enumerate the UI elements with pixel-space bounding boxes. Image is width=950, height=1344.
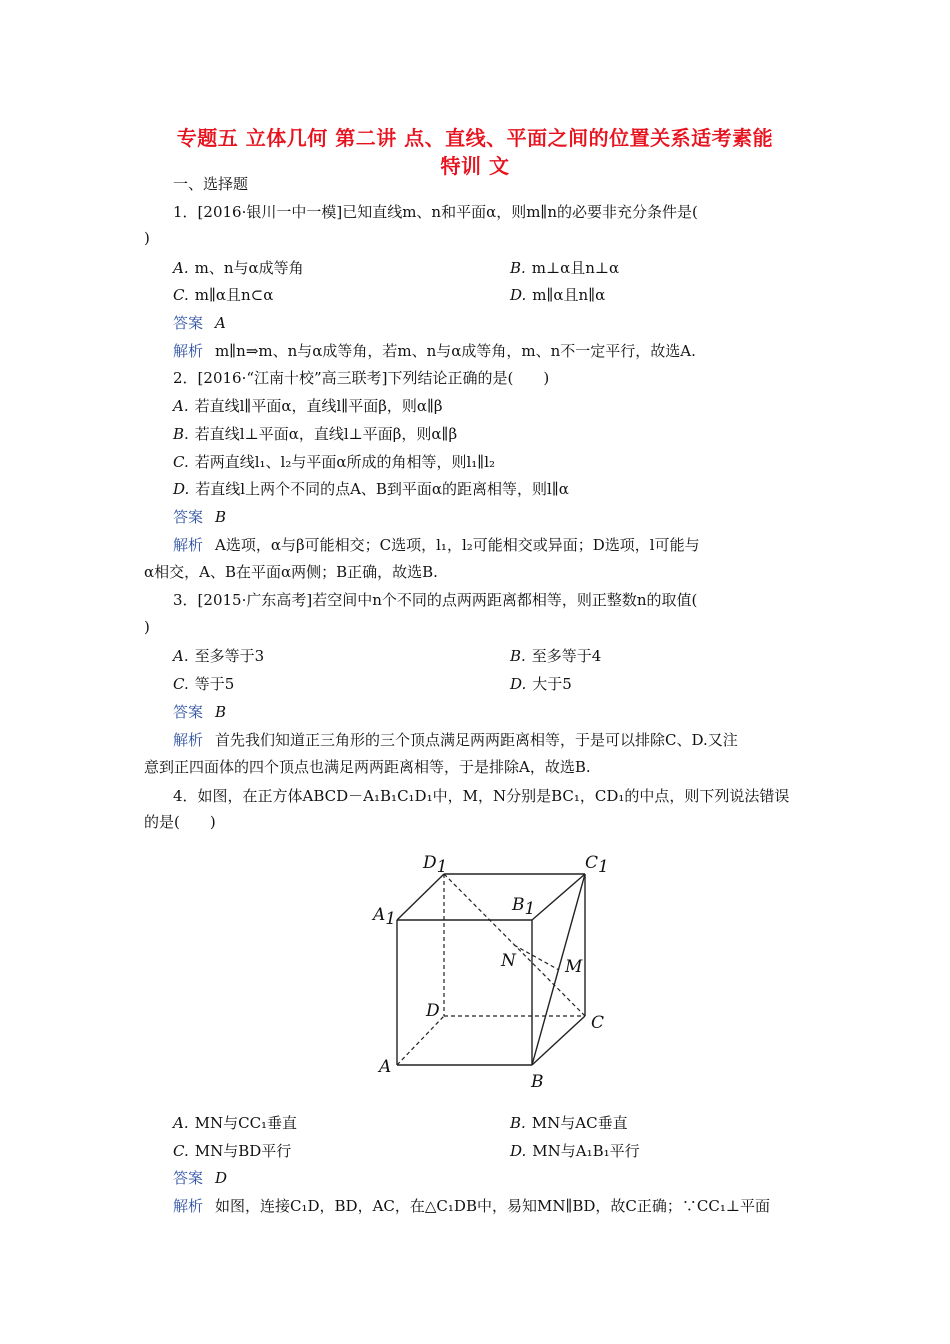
- edge-bc: [532, 1016, 585, 1065]
- label-a1: A1: [373, 905, 397, 929]
- label-b1: B1: [512, 895, 536, 919]
- q3-option-a: A. 至多等于3: [173, 647, 265, 665]
- q1-analysis: 解析 m∥n⇒m、n与α成等角，若m、n与α成等角，m、n不一定平行，故选A.: [173, 342, 696, 360]
- edge-b1c1: [532, 874, 585, 920]
- q2-analysis: 解析 A选项，α与β可能相交；C选项，l₁，l₂可能相交或异面；D选项，l可能与: [173, 536, 700, 554]
- q3-answer: 答案 B: [173, 703, 227, 721]
- q1-option-a: A. m、n与α成等角: [173, 259, 304, 277]
- q1-option-b: B. m⊥α且n⊥α: [510, 259, 620, 277]
- doc-title-line2: 特训 文: [440, 154, 510, 178]
- q1-answer: 答案 A: [173, 314, 226, 332]
- label-b: B: [531, 1072, 544, 1092]
- q2-analysis-cont: α相交，A、B在平面α两侧；B正确，故选B.: [144, 563, 438, 581]
- q4-stem-cont: 的是( ): [144, 813, 216, 831]
- q2-option-c: C. 若两直线l₁、l₂与平面α所成的角相等，则l₁∥l₂: [173, 453, 496, 471]
- segment-mn: [514, 945, 559, 970]
- q4-analysis: 解析 如图，连接C₁D，BD，AC，在△C₁DB中，易知MN∥BD，故C正确；∵CC₁⊥平面: [173, 1197, 770, 1215]
- q1-option-d: D. m∥α且n∥α: [510, 286, 606, 304]
- q3-stem: 3．[2015·广东高考]若空间中n个不同的点两两距离都相等，则正整数n的取值(: [173, 591, 698, 609]
- q1-option-c: C. m∥α且n⊂α: [173, 286, 274, 304]
- section-heading: 一、选择题: [173, 175, 249, 193]
- q2-option-b: B. 若直线l⊥平面α，直线l⊥平面β，则α∥β: [173, 425, 458, 443]
- q2-stem: 2．[2016·“江南十校”高三联考]下列结论正确的是( ): [173, 369, 550, 387]
- q2-option-d: D. 若直线l上两个不同的点A、B到平面α的距离相等，则l∥α: [173, 480, 569, 498]
- q4-option-c: C. MN与BD平行: [173, 1142, 292, 1160]
- q4-stem: 4．如图，在正方体ABCD－A₁B₁C₁D₁中，M，N分别是BC₁，CD₁的中点，则下列说法错误: [173, 787, 790, 805]
- q3-analysis: 解析 首先我们知道正三角形的三个顶点满足两两距离相等，于是可以排除C、D.又注: [173, 731, 738, 749]
- q3-option-d: D. 大于5: [510, 675, 572, 693]
- edge-a1d1: [397, 874, 444, 920]
- q4-answer: 答案 D: [173, 1169, 228, 1187]
- label-d1: D1: [423, 853, 448, 877]
- q3-option-c: C. 等于5: [173, 675, 235, 693]
- label-a: A: [379, 1057, 392, 1077]
- q3-stem-cont: ): [144, 618, 150, 636]
- q4-option-a: A. MN与CC₁垂直: [173, 1114, 298, 1132]
- q3-option-b: B. 至多等于4: [510, 647, 602, 665]
- q4-option-b: B. MN与AC垂直: [510, 1114, 628, 1132]
- cube-figure: [355, 838, 630, 1100]
- label-c: C: [591, 1013, 605, 1033]
- q2-answer: 答案 B: [173, 508, 227, 526]
- label-d: D: [426, 1001, 440, 1021]
- q4-option-d: D. MN与A₁B₁平行: [510, 1142, 640, 1160]
- q1-stem-cont: ): [144, 229, 150, 247]
- q3-analysis-cont: 意到正四面体的四个顶点也满足两两距离相等，于是排除A，故选B.: [144, 758, 591, 776]
- label-c1: C1: [585, 853, 609, 877]
- hidden-edge-ad: [397, 1016, 444, 1065]
- label-m: M: [565, 957, 583, 977]
- doc-title-line1: 专题五 立体几何 第二讲 点、直线、平面之间的位置关系适考素能: [176, 126, 774, 150]
- q1-stem: 1．[2016·银川一中一模]已知直线m、n和平面α，则m∥n的必要非充分条件是(: [173, 203, 698, 221]
- label-n: N: [501, 951, 516, 971]
- q2-option-a: A. 若直线l∥平面α，直线l∥平面β，则α∥β: [173, 397, 443, 415]
